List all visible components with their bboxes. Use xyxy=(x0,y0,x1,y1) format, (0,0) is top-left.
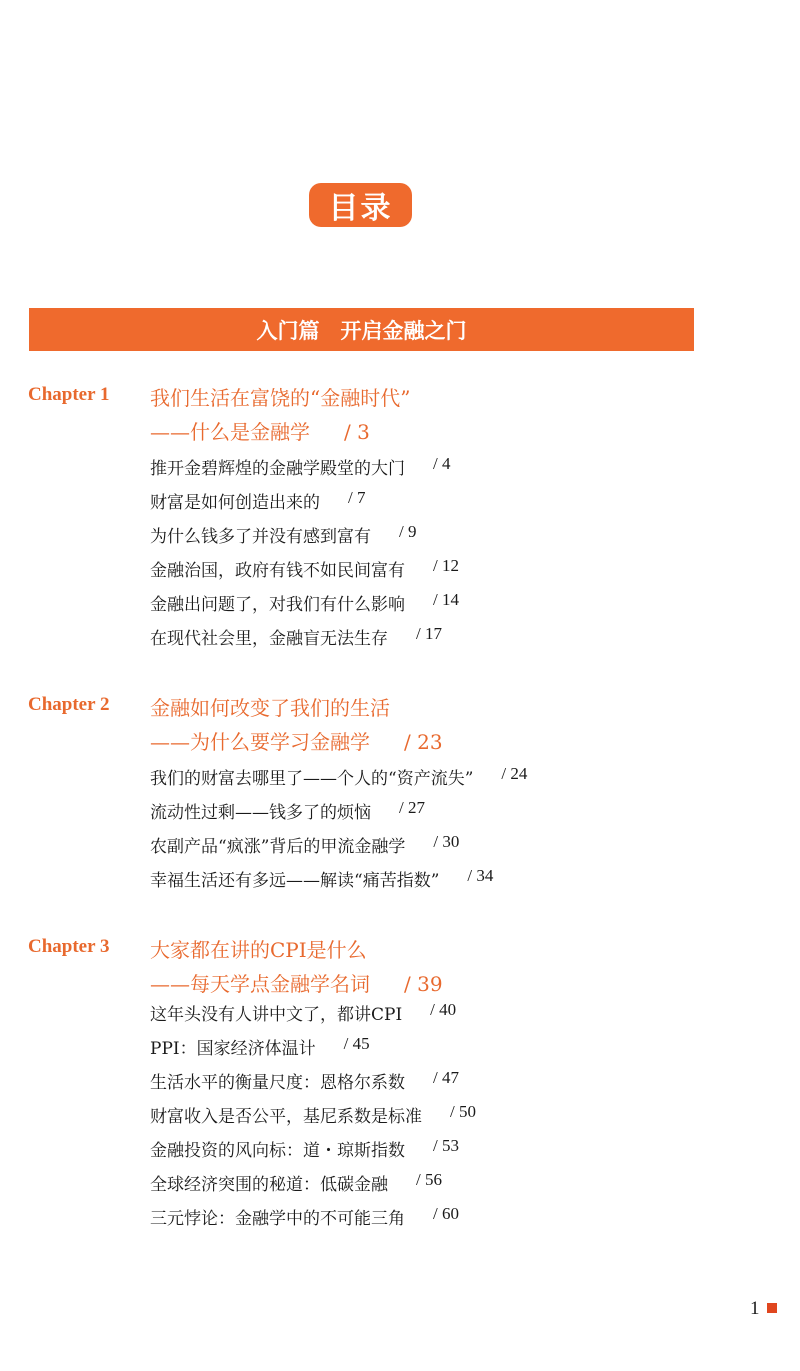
toc-entry-page: / 40 xyxy=(430,1000,457,1019)
chapter-entries xyxy=(150,1000,476,1238)
toc-entry[interactable] xyxy=(150,556,459,590)
page-marker-square xyxy=(767,1303,777,1313)
section-banner: 入门篇 开启金融之门 xyxy=(29,308,694,351)
toc-entry-title: 生活水平的衡量尺度：恩格尔系数 xyxy=(150,1073,405,1093)
toc-entry-page: / 14 xyxy=(433,590,459,609)
chapter-number: Chapter 2 xyxy=(28,694,110,715)
toc-entry-page: / 30 xyxy=(433,832,460,851)
toc-entry-page: / 53 xyxy=(433,1136,459,1155)
chapter-subtitle xyxy=(150,726,443,755)
toc-entry[interactable] xyxy=(150,866,527,900)
toc-entry[interactable] xyxy=(150,1034,476,1068)
toc-entry-title: 金融出问题了，对我们有什么影响 xyxy=(150,595,405,615)
chapter-subtitle xyxy=(150,416,370,445)
toc-entry-title: 农副产品“疯涨”背后的甲流金融学 xyxy=(150,837,406,857)
chapter-page: / 23 xyxy=(404,730,443,754)
toc-entry-title: 流动性过剩——钱多了的烦恼 xyxy=(150,803,371,823)
toc-entry[interactable] xyxy=(150,590,459,624)
chapter-number: Chapter 1 xyxy=(28,384,110,405)
toc-entry-page: / 24 xyxy=(501,764,528,783)
toc-entry-title: PPI：国家经济体温计 xyxy=(150,1039,316,1059)
chapter-title: 金融如何改变了我们的生活 xyxy=(150,696,390,720)
toc-entry-title: 金融治国，政府有钱不如民间富有 xyxy=(150,561,405,581)
toc-entry[interactable] xyxy=(150,454,459,488)
toc-entry[interactable] xyxy=(150,488,459,522)
toc-entry[interactable] xyxy=(150,522,459,556)
chapter-subtitle xyxy=(150,968,443,997)
toc-entry[interactable] xyxy=(150,1204,476,1238)
toc-entry[interactable] xyxy=(150,1102,476,1136)
toc-entry-title: 这年头没有人讲中文了，都讲CPI xyxy=(150,1005,403,1025)
toc-entry-title: 金融投资的风向标：道・琼斯指数 xyxy=(150,1141,405,1161)
toc-entry[interactable] xyxy=(150,624,459,658)
toc-entry-page: / 56 xyxy=(416,1170,442,1189)
toc-entry[interactable] xyxy=(150,1170,476,1204)
toc-entry-page: / 4 xyxy=(433,454,451,473)
chapter-number: Chapter 3 xyxy=(28,936,110,957)
toc-entry-page: / 60 xyxy=(433,1204,459,1223)
toc-entry-title: 为什么钱多了并没有感到富有 xyxy=(150,527,371,547)
toc-entry-page: / 17 xyxy=(416,624,442,643)
toc-entry-title: 我们的财富去哪里了——个人的“资产流失” xyxy=(150,769,474,789)
chapter-title: 我们生活在富饶的“金融时代” xyxy=(150,386,411,410)
chapter-subtitle-text: ——为什么要学习金融学 xyxy=(150,730,370,754)
toc-entry-title: 三元悖论：金融学中的不可能三角 xyxy=(150,1209,405,1229)
toc-entry-title: 财富是如何创造出来的 xyxy=(150,493,320,513)
toc-entry[interactable] xyxy=(150,832,527,866)
toc-entry-title: 全球经济突围的秘道：低碳金融 xyxy=(150,1175,388,1195)
toc-entry[interactable] xyxy=(150,1068,476,1102)
toc-entry-page: / 45 xyxy=(343,1034,370,1053)
toc-entry-page: / 9 xyxy=(399,522,417,541)
toc-entry-page: / 50 xyxy=(450,1102,476,1121)
toc-entry[interactable] xyxy=(150,798,527,832)
chapter-entries xyxy=(150,764,527,900)
page-number: 1 xyxy=(750,1298,760,1319)
chapter-page: / 3 xyxy=(344,420,370,444)
toc-entry-title: 财富收入是否公平，基尼系数是标准 xyxy=(150,1107,422,1127)
toc-entry-page: / 7 xyxy=(348,488,366,507)
toc-entry[interactable] xyxy=(150,1000,476,1034)
chapter-entries xyxy=(150,454,459,658)
toc-entry-title: 幸福生活还有多远——解读“痛苦指数” xyxy=(150,871,440,891)
toc-entry-page: / 12 xyxy=(433,556,459,575)
toc-entry-page: / 47 xyxy=(433,1068,459,1087)
toc-entry-page: / 27 xyxy=(399,798,425,817)
chapter-title: 大家都在讲的CPI是什么 xyxy=(150,938,367,962)
toc-entry-title: 在现代社会里，金融盲无法生存 xyxy=(150,629,388,649)
chapter-subtitle-text: ——什么是金融学 xyxy=(150,420,310,444)
page-title: 目录 xyxy=(309,183,412,227)
chapter-subtitle-text: ——每天学点金融学名词 xyxy=(150,972,370,996)
toc-entry[interactable] xyxy=(150,764,527,798)
toc-entry[interactable] xyxy=(150,1136,476,1170)
chapter-page: / 39 xyxy=(404,972,443,996)
toc-entry-page: / 34 xyxy=(467,866,494,885)
toc-entry-title: 推开金碧辉煌的金融学殿堂的大门 xyxy=(150,459,405,479)
